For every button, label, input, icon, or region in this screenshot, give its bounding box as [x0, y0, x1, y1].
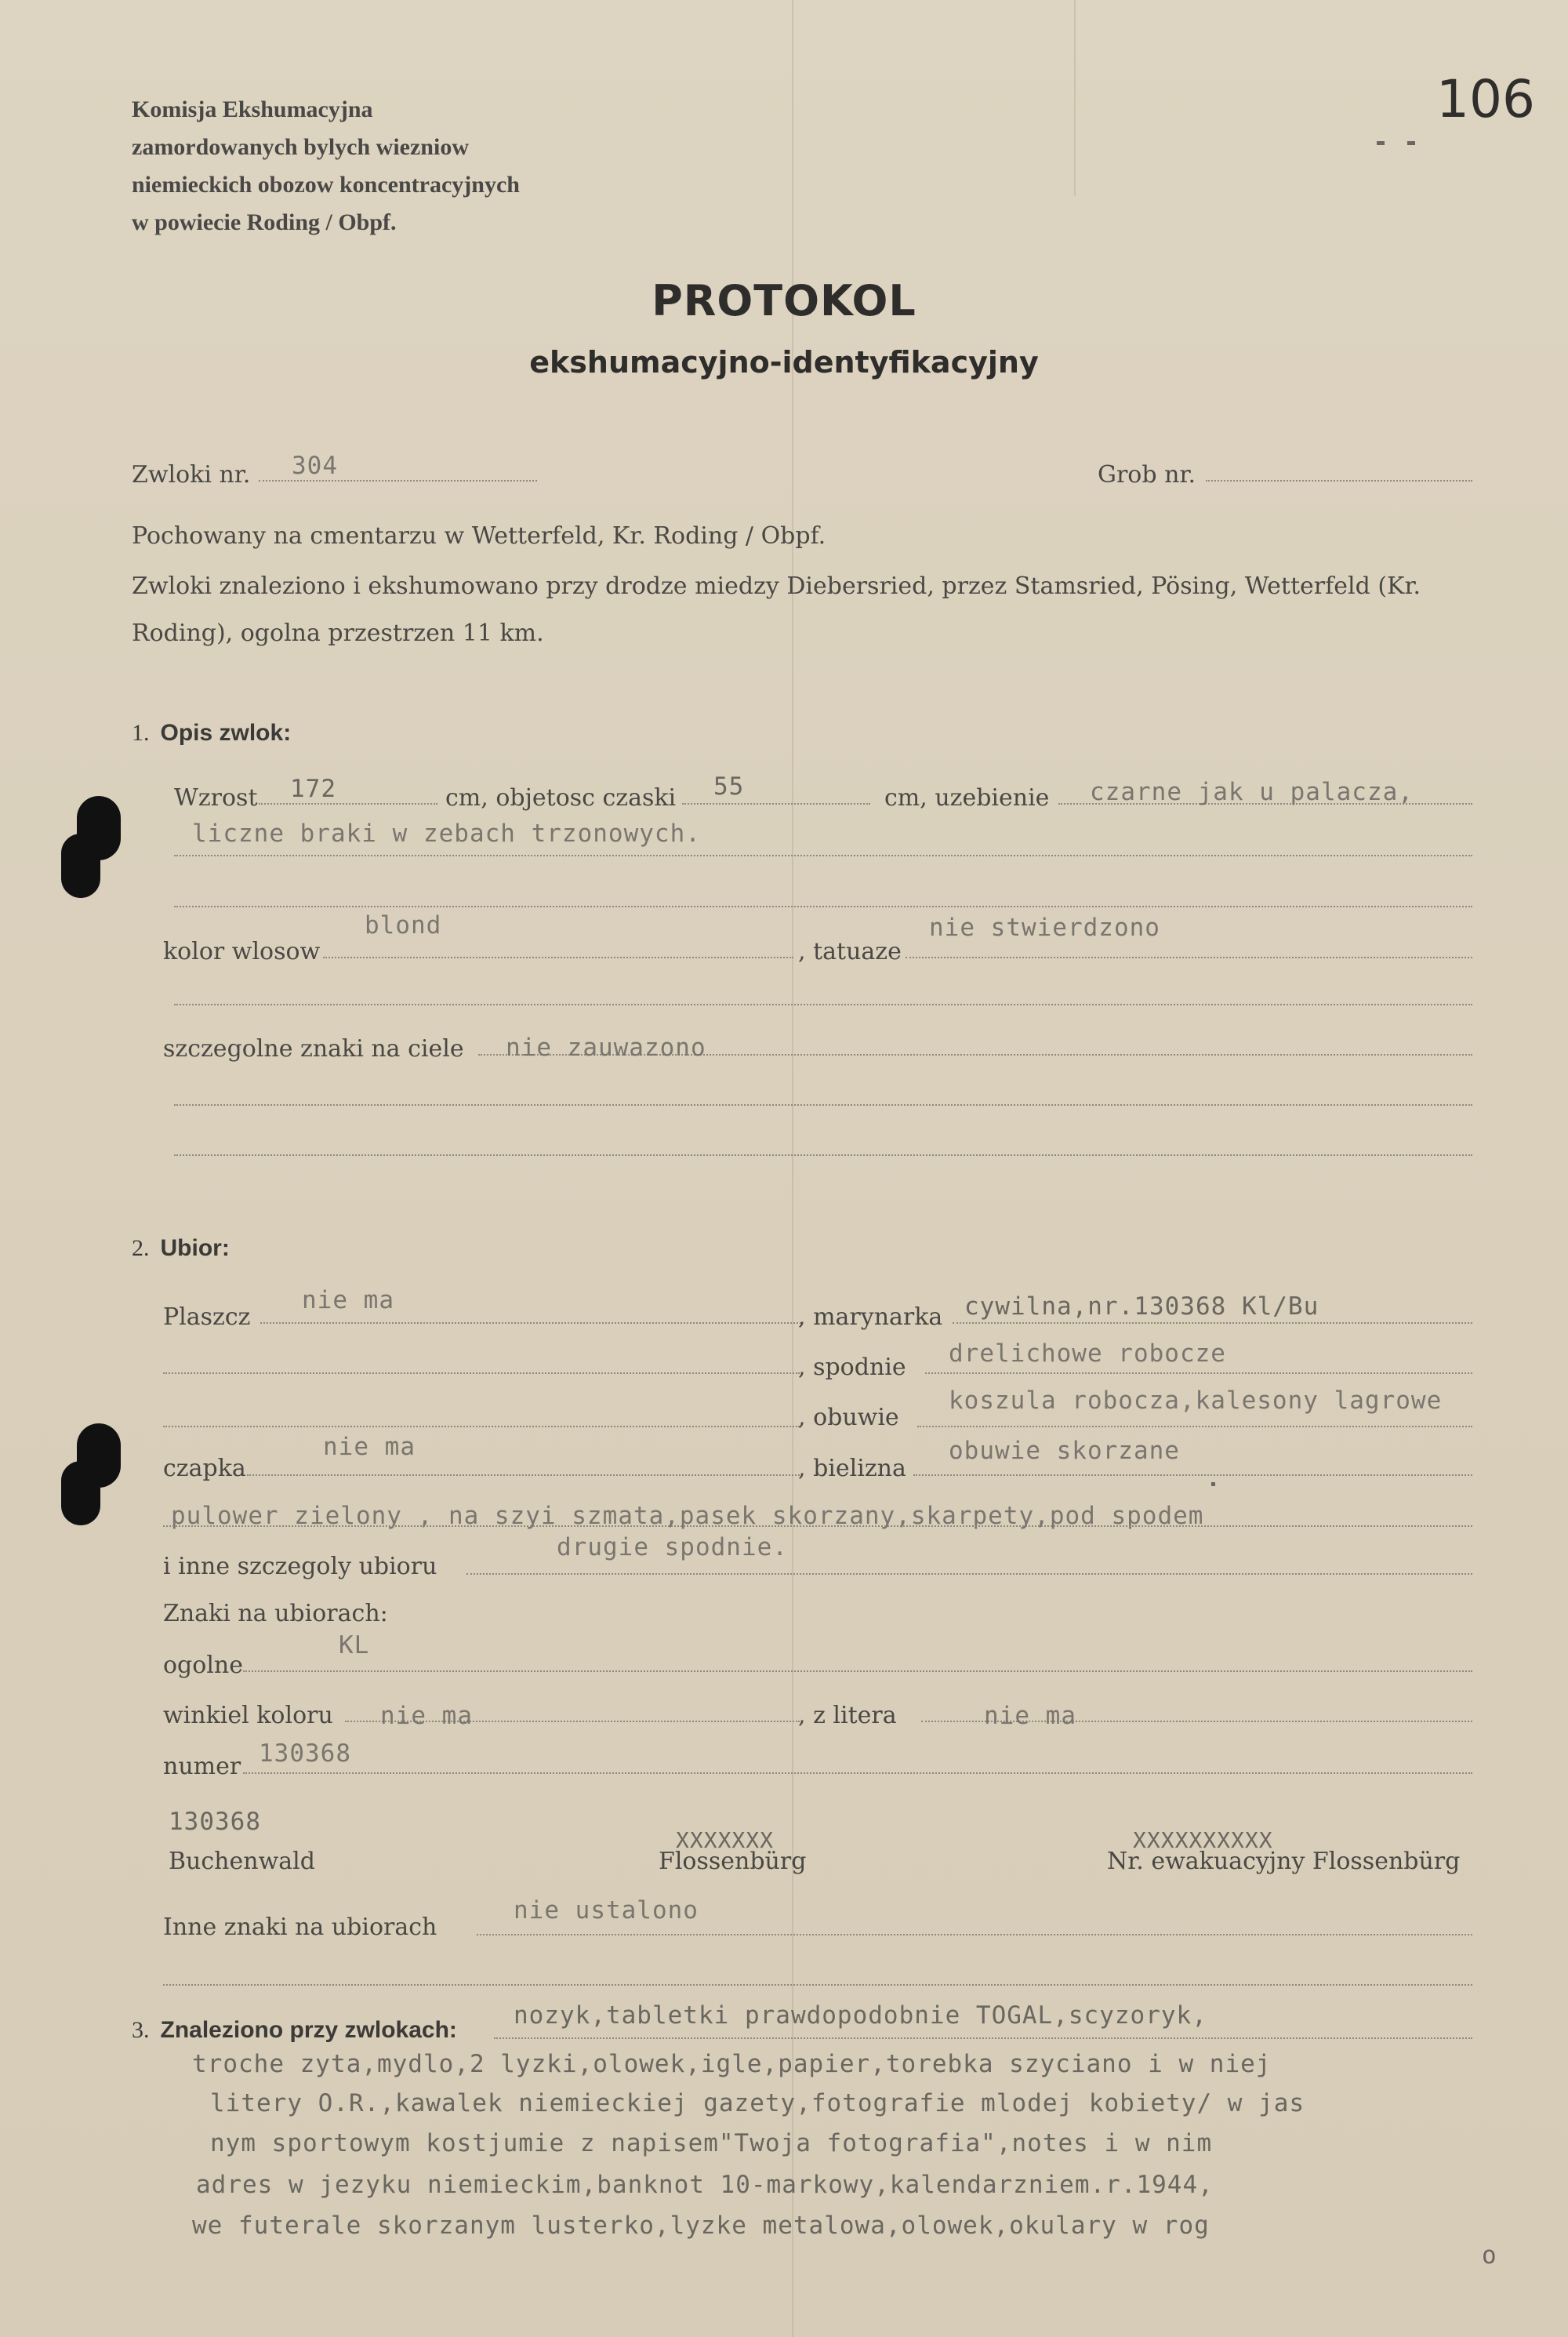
underwear-value: obuwie skorzane	[949, 1437, 1180, 1465]
other-marks-line	[477, 1934, 1472, 1935]
punch-hole-bottom	[61, 1423, 124, 1525]
jacket-value: cywilna,nr.130368 Kl/Bu	[964, 1292, 1319, 1321]
height-label: Wzrost	[174, 784, 258, 812]
jacket-line	[953, 1322, 1472, 1324]
number-line	[243, 1772, 1472, 1774]
teeth-label: cm, uzebienie	[884, 784, 1050, 812]
zwloki-value: 304	[292, 452, 338, 480]
tattoo-line	[906, 957, 1472, 958]
number-value: 130368	[259, 1739, 351, 1768]
found-items-line-3: litery O.R.,kawalek niemieckiej gazety,fotografie mlodej kobiety/ w jas	[210, 2089, 1305, 2117]
coat-label: Plaszcz	[163, 1303, 251, 1331]
other-clothing-value-1: pulower zielony , na szyi szmata,pasek skorzany,skarpety,pod spodem	[171, 1502, 1204, 1530]
height-value: 172	[290, 775, 336, 803]
evac-value: XXXXXXXXXX	[1133, 1827, 1273, 1853]
blank-line	[163, 1525, 1472, 1527]
general-label: ogolne	[163, 1652, 243, 1679]
commission-line: w powiecie Roding / Obpf.	[132, 209, 397, 235]
shoes-label: , obuwie	[798, 1404, 899, 1431]
underwear-line	[913, 1474, 1472, 1476]
commission-header	[132, 91, 520, 242]
blank-line	[174, 1104, 1472, 1106]
grob-line	[1206, 480, 1472, 482]
blank-line	[163, 1426, 800, 1427]
trousers-line	[925, 1372, 1472, 1374]
section-1-heading	[132, 720, 291, 747]
ink-speck	[1377, 141, 1385, 145]
skull-value: 55	[713, 772, 745, 801]
marks-heading: Znaki na ubiorach:	[163, 1600, 388, 1627]
zwloki-label: Zwloki nr.	[132, 461, 251, 489]
found-items-line	[494, 2037, 1472, 2039]
blank-line	[174, 1154, 1472, 1156]
commission-line: zamordowanych bylych wiezniow	[132, 134, 469, 160]
coat-value: nie ma	[302, 1286, 394, 1314]
ink-speck	[1211, 1482, 1215, 1486]
found-line-2: Roding), ogolna przestrzen 11 km.	[132, 620, 544, 647]
buried-line: Pochowany na cmentarzu w Wetterfeld, Kr. Roding / Obpf.	[132, 522, 826, 550]
tattoo-label: , tatuaze	[798, 938, 902, 965]
shoes-value: koszula robocza,kalesony lagrowe	[949, 1387, 1443, 1415]
cap-line	[247, 1474, 800, 1476]
found-items-line-4: nym sportowym kostjumie z napisem"Twoja fotografia",notes i w nim	[210, 2129, 1213, 2157]
evac-label: Nr. ewakuacyjny Flossenbürg	[1107, 1848, 1461, 1875]
section-number: 1.	[132, 720, 150, 746]
buchenwald-label: Buchenwald	[169, 1848, 315, 1875]
section-3-heading	[132, 2017, 457, 2044]
letter-label: , z litera	[798, 1702, 897, 1729]
tattoo-value: nie stwierdzono	[929, 914, 1160, 942]
general-value: KL	[339, 1631, 370, 1659]
grob-label: Grob nr.	[1098, 461, 1196, 489]
letter-value: nie ma	[984, 1702, 1076, 1730]
section-number: 2.	[132, 1235, 150, 1261]
section-title: Znaleziono przy zwlokach:	[160, 2017, 457, 2043]
section-title: Opis zwlok:	[160, 720, 292, 746]
jacket-label: , marynarka	[798, 1303, 943, 1331]
other-marks-label: Inne znaki na ubiorach	[163, 1914, 437, 1941]
found-items-line-6: we futerale skorzanym lusterko,lyzke metalowa,olowek,okulary w rog	[192, 2212, 1210, 2240]
teeth-extra-line	[174, 855, 1472, 856]
flossenburg-value: XXXXXXX	[676, 1827, 775, 1853]
other-clothing-line	[466, 1573, 1472, 1575]
found-line-1: Zwloki znaleziono i ekshumowano przy drodze miedzy Diebersried, przez Stamsried, Pösing, Wetterfeld (Kr.	[132, 572, 1421, 600]
ink-speck	[1407, 141, 1415, 145]
skull-label: cm, objetosc czaski	[445, 784, 677, 812]
cap-label: czapka	[163, 1455, 246, 1482]
other-marks-value: nie ustalono	[514, 1896, 699, 1924]
commission-line: Komisja Ekshumacyjna	[132, 96, 373, 122]
marks-value: nie zauwazono	[506, 1034, 706, 1062]
height-line	[259, 803, 437, 805]
section-title: Ubior:	[160, 1235, 230, 1261]
hair-value: blond	[365, 911, 442, 940]
document-subtitle: ekshumacyjno-identyfikacyjny	[529, 345, 1039, 380]
number-label: numer	[163, 1753, 241, 1780]
trousers-label: , spodnie	[798, 1354, 906, 1381]
fold-crease	[1074, 0, 1076, 196]
blank-line	[163, 1372, 800, 1374]
blank-line	[163, 1984, 1472, 1986]
other-clothing-label: i inne szczegoly ubioru	[163, 1553, 437, 1580]
coat-line	[260, 1322, 801, 1324]
general-line	[243, 1670, 1472, 1672]
trousers-value: drelichowe robocze	[949, 1339, 1226, 1368]
page-number: 106	[1436, 69, 1535, 129]
cap-value: nie ma	[323, 1433, 416, 1461]
triangle-value: nie ma	[380, 1702, 473, 1730]
teeth-value: czarne jak u palacza,	[1090, 778, 1414, 806]
blank-line	[174, 1004, 1472, 1005]
blank-line	[174, 906, 1472, 907]
commission-line: niemieckich obozow koncentracyjnych	[132, 172, 520, 198]
section-2-heading	[132, 1235, 230, 1262]
triangle-label: winkiel koloru	[163, 1702, 333, 1729]
other-clothing-value-2: drugie spodnie.	[557, 1533, 788, 1561]
buchenwald-number: 130368	[169, 1808, 261, 1836]
underwear-label: , bielizna	[798, 1455, 906, 1482]
found-items-line-6-end: o	[1482, 2241, 1497, 2270]
marks-label: szczegolne znaki na ciele	[163, 1035, 464, 1063]
hair-label: kolor wlosow	[163, 938, 321, 965]
flossenburg-label: Flossenbürg	[659, 1848, 807, 1875]
teeth-continued: liczne braki w zebach trzonowych.	[192, 820, 701, 848]
zwloki-line	[259, 480, 537, 482]
hair-line	[323, 957, 793, 958]
found-items-line-5: adres w jezyku niemieckim,banknot 10-markowy,kalendarzniem.r.1944,	[196, 2171, 1214, 2199]
found-items-line-1: nozyk,tabletki prawdopodobnie TOGAL,scyzoryk,	[514, 2001, 1207, 2030]
section-number: 3.	[132, 2017, 150, 2043]
shoes-line	[917, 1426, 1472, 1427]
punch-hole-top	[61, 796, 124, 898]
skull-line	[682, 803, 870, 805]
found-items-line-2: troche zyta,mydlo,2 lyzki,olowek,igle,papier,torebka szyciano i w niej	[192, 2050, 1272, 2078]
document-title: PROTOKOL	[652, 276, 916, 325]
